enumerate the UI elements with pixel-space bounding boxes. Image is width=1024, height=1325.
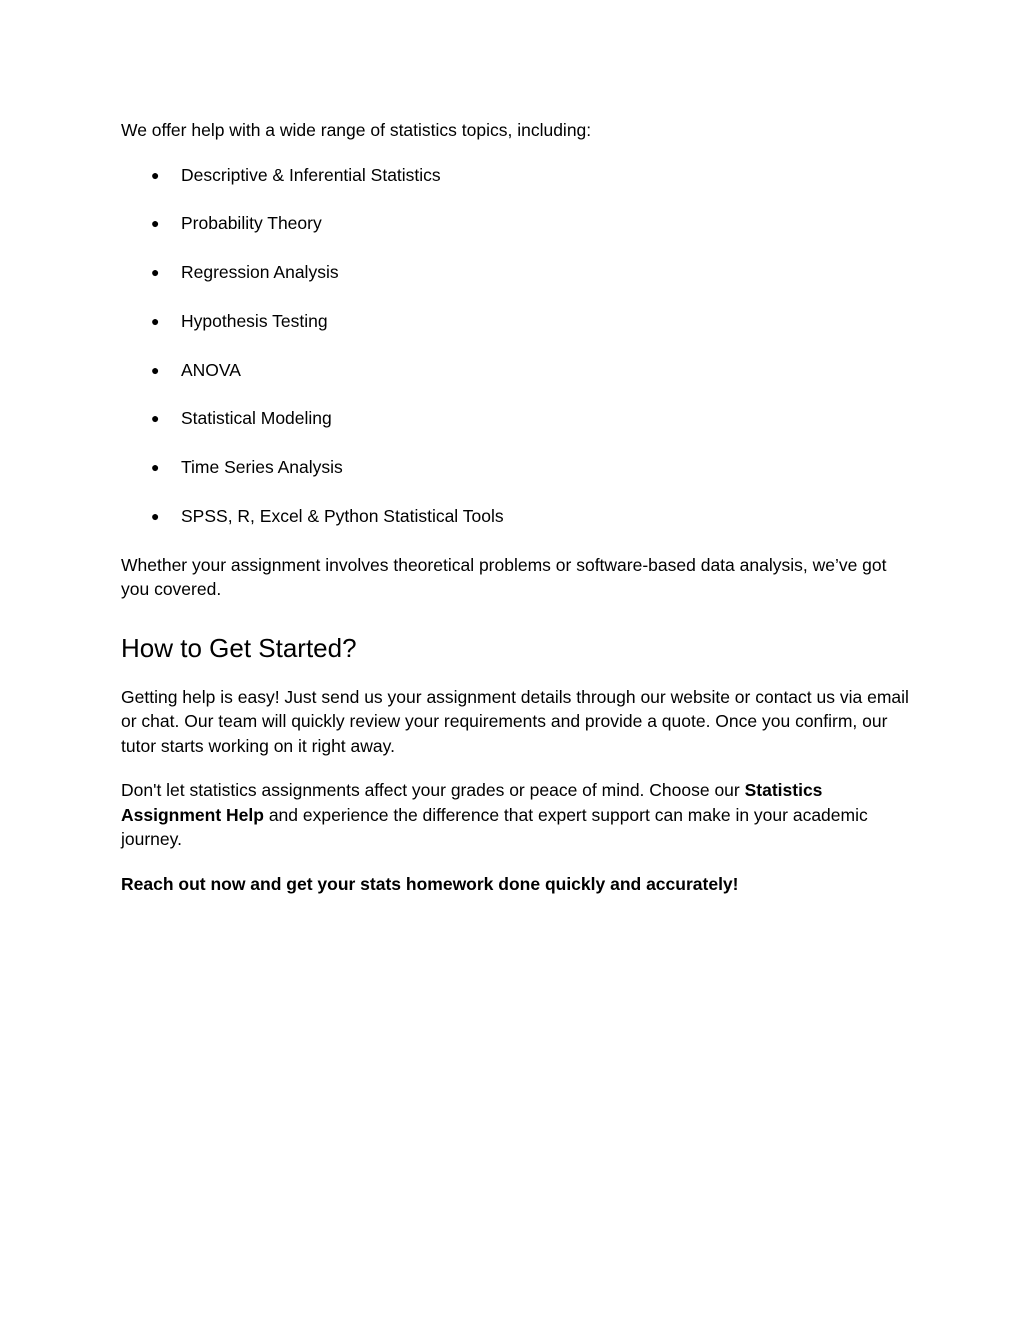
list-item-label: Time Series Analysis bbox=[181, 457, 343, 478]
topics-list bbox=[121, 163, 911, 529]
bullet-icon: ● bbox=[151, 264, 160, 281]
closing-text-start: Don't let statistics assignments affect your grades or peace of mind. Choose our bbox=[121, 780, 745, 801]
bullet-icon: ● bbox=[151, 312, 160, 329]
list-item-label: ANOVA bbox=[181, 359, 241, 380]
bullet-icon: ● bbox=[151, 166, 160, 183]
list-item-label: SPSS, R, Excel & Python Statistical Tools bbox=[181, 506, 504, 527]
list-item-label: Probability Theory bbox=[181, 213, 322, 234]
list-item-label: Hypothesis Testing bbox=[181, 310, 328, 331]
service-name: Statistics Assignment Help bbox=[121, 780, 823, 825]
call-to-action-text: Reach out now and get your stats homework done quickly and accurately! bbox=[121, 873, 739, 894]
bullet-icon: ● bbox=[151, 361, 160, 378]
list-item bbox=[121, 163, 911, 188]
bullet-icon: ● bbox=[151, 410, 160, 427]
list-item bbox=[121, 260, 911, 285]
call-to-action bbox=[121, 872, 911, 897]
list-item bbox=[121, 358, 911, 383]
document-content bbox=[121, 118, 911, 896]
list-item bbox=[121, 406, 911, 431]
bullet-icon: ● bbox=[151, 215, 160, 232]
list-item bbox=[121, 309, 911, 334]
bullet-icon: ● bbox=[151, 508, 160, 525]
list-item-label: Descriptive & Inferential Statistics bbox=[181, 164, 441, 185]
intro-paragraph: We offer help with a wide range of statistics topics, including: bbox=[121, 120, 592, 140]
list-item bbox=[121, 211, 911, 236]
list-item bbox=[121, 455, 911, 480]
section-heading: How to Get Started? bbox=[121, 632, 357, 663]
closing-text-end: and experience the difference that expert support can make in your academic journey. bbox=[121, 804, 868, 850]
bullet-icon: ● bbox=[151, 459, 160, 476]
coverage-paragraph: Whether your assignment involves theoretical problems or software-based data analysis, we’ve got you covered. bbox=[121, 554, 887, 600]
list-item bbox=[121, 504, 911, 529]
getting-started-paragraph: Getting help is easy! Just send us your assignment details through our website or contact us via email or chat. Our team will quickly review your requirements and provide a quote. Once you confirm, our tutor starts working on it right away. bbox=[121, 686, 909, 756]
list-item-label: Statistical Modeling bbox=[181, 408, 332, 429]
list-item-label: Regression Analysis bbox=[181, 262, 339, 283]
closing-paragraph bbox=[121, 778, 911, 852]
